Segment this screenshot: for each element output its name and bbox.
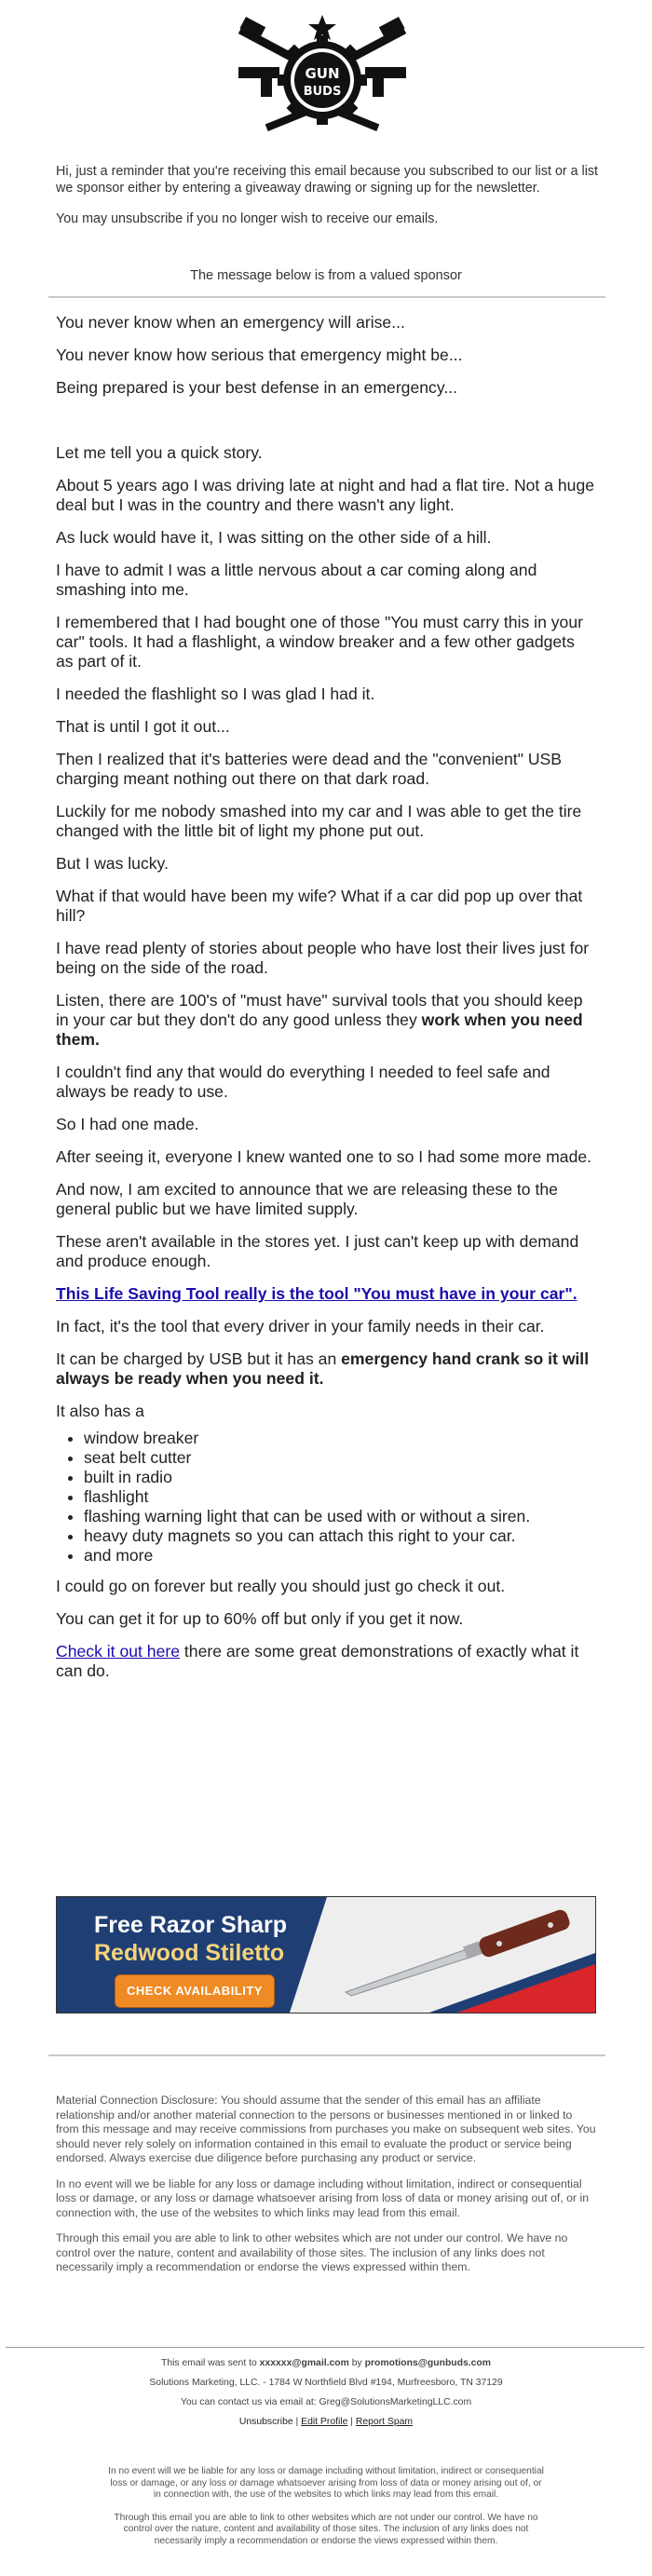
divider (48, 2054, 605, 2056)
recipient-email: xxxxxx@gmail.com (259, 2358, 349, 2368)
paragraph: About 5 years ago I was driving late at night and had a flat tire. Not a huge deal but I was in the country and there wasn't any light. (56, 476, 595, 514)
unsubscribe-link[interactable]: Unsubscribe (238, 2417, 293, 2427)
sent-to-line (0, 2358, 652, 2368)
paragraph: I have read plenty of stories about people who have lost their lives just for being on the side of the road. (56, 939, 590, 977)
legal-paragraph: Through this email you are able to link to other websites which are not under our control. We have no control over the nature, content and availability of those sites. The inclusion of any links does not necessarily imply a recommendation or endorse the views expressed within them. (114, 2512, 538, 2546)
subscription-reminder: Hi, just a reminder that you're receiving this email because you subscribed to our list or a list we sponsor either by entering a giveaway drawing or signing up for the newsletter. (56, 164, 599, 196)
paragraph: But I was lucky. (56, 854, 169, 873)
paragraph: That is until I got it out... (56, 717, 230, 736)
list-item: • built in radio (84, 1468, 596, 1487)
paragraph: I couldn't find any that would do everything I needed to feel safe and always be ready to use. (56, 1063, 550, 1101)
list-item: • flashlight (84, 1487, 596, 1507)
paragraph (56, 1284, 596, 1304)
check-it-out-link[interactable]: Check it out here (56, 1642, 181, 1661)
paragraph: And now, I am excited to announce that we are releasing these to the general public but we have limited supply. (56, 1180, 558, 1218)
header-logo-area (0, 9, 652, 140)
sponsor-note: The message below is from a valued sponsor (190, 268, 462, 283)
list-item: • window breaker (84, 1429, 596, 1448)
disclosure-paragraph: Through this email you are able to link to other websites which are not under our control. We have no control over the nature, content and availability of those sites. The inclusion of any links does not necessarily imply a recommendation or endorse the views expressed within them. (56, 2231, 568, 2273)
paragraph: Then I realized that it's batteries were dead and the "convenient" USB charging meant nothing out there on that dark road. (56, 750, 563, 788)
footer-links (0, 2417, 652, 2427)
contact-line: You can contact us via email at: Greg@SolutionsMarketingLLC.com (180, 2397, 472, 2407)
disclosure-paragraph: Material Connection Disclosure: You should assume that the sender of this email has an affiliate relationship and/or another material connection to the persons or businesses mentioned in or linked to from this message and may receive commissions from purchases you make on subsequent web sites. You should never rely solely on information contained in this email to evaluate the product or service being endorsed. Always exercise due diligence before purchasing any product or service. (56, 2094, 596, 2164)
logo-text-gun: GUN (305, 65, 340, 82)
check-availability-button[interactable]: CHECK AVAILABILITY (115, 1974, 275, 2008)
paragraph: In fact, it's the tool that every driver in your family needs in their car. (56, 1317, 545, 1335)
paragraph: I needed the flashlight so I was glad I had it. (56, 685, 375, 703)
paragraph: I remembered that I had bought one of those "You must carry this in your car" tools. It had a flashlight, a window breaker and a few other gadgets as part of it. (56, 613, 583, 671)
paragraph: It also has a (56, 1402, 144, 1420)
legal-paragraph: In no event will we be liable for any loss or damage including without limitation, indirect or consequential loss or damage, or any loss or damage whatsoever arising from loss of data or money arising out of, or in connection with, the use of the websites to which links may lead from this email. (108, 2466, 544, 2500)
paragraph: Being prepared is your best defense in an emergency... (56, 378, 457, 397)
paragraph-text: It can be charged by USB but it has an (56, 1349, 342, 1368)
company-address: Solutions Marketing, LLC. - 1784 W Northfield Blvd #194, Murfreesboro, TN 37129 (149, 2378, 503, 2388)
paragraph: I have to admit I was a little nervous about a car coming along and smashing into me. (56, 561, 537, 599)
paragraph: After seeing it, everyone I knew wanted one to so I had some more made. (56, 1147, 592, 1166)
divider (6, 2347, 645, 2348)
edit-profile-link[interactable]: Edit Profile (301, 2417, 348, 2427)
unsubscribe-note: You may unsubscribe if you no longer wish to receive our emails. (56, 211, 439, 226)
divider (48, 296, 605, 298)
paragraph: These aren't available in the stores yet. I just can't keep up with demand and produce enough. (56, 1232, 579, 1270)
separator: | (292, 2417, 302, 2427)
paragraph: You never know how serious that emergency might be... (56, 346, 463, 364)
disclosure-paragraph: In no event will we be liable for any loss or damage including without limitation, indirect or consequential loss or damage, or any loss or damage whatsoever arising from loss of data or money arising out of, or in connection with, the use of the websites to which links may lead from this email. (56, 2176, 590, 2219)
paragraph: Let me tell you a quick story. (56, 443, 263, 462)
sent-by: by (348, 2358, 365, 2368)
sponsor-message (56, 313, 596, 1694)
separator: | (347, 2417, 356, 2427)
paragraph (56, 1642, 596, 1681)
paragraph-text: there are some great demonstrations of exactly what it can do. (56, 1642, 579, 1680)
paragraph: So I had one made. (56, 1115, 199, 1133)
paragraph: Luckily for me nobody smashed into my car and I was able to get the tire changed with the little bit of light my phone put out. (56, 802, 582, 840)
feature-list (56, 1429, 596, 1566)
paragraph-text: Listen, there are 100's of "must have" survival tools that you should keep in your car but they don't do any good unless they (56, 991, 583, 1029)
emphasis-text: emergency hand crank so it will always be ready when you need it. (56, 1349, 590, 1388)
paragraph: I could go on forever but really you should just go check it out. (56, 1577, 506, 1595)
paragraph: What if that would have been my wife? What if a car did pop up over that hill? (56, 887, 583, 925)
intro-notice (56, 164, 605, 228)
email-footer (0, 2358, 652, 2436)
sent-prefix: This email was sent to (160, 2358, 260, 2368)
legal-notice (0, 2466, 652, 2558)
emphasis-text: work when you need them. (56, 1010, 583, 1049)
list-item: • seat belt cutter (84, 1448, 596, 1468)
paragraph: As luck would have it, I was sitting on the other side of a hill. (56, 528, 492, 547)
paragraph (56, 991, 596, 1050)
list-item: • and more (84, 1546, 596, 1566)
report-spam-link[interactable]: Report Spam (355, 2417, 414, 2427)
list-item: • flashing warning light that can be used with or without a siren. (84, 1507, 596, 1526)
material-disclosure (56, 2094, 598, 2286)
banner-headline: Free Razor Sharp (94, 1912, 288, 1938)
banner-subheadline: Redwood Stiletto (94, 1940, 285, 1966)
list-item: • heavy duty magnets so you can attach this right to your car. (84, 1526, 596, 1546)
stiletto-knife-icon (336, 1906, 588, 2000)
life-saving-tool-link[interactable]: This Life Saving Tool really is the tool "You must have in your car". (56, 1284, 577, 1303)
paragraph: You never know when an emergency will arise... (56, 313, 405, 332)
paragraph: You can get it for up to 60% off but only if you get it now. (56, 1609, 464, 1628)
stiletto-banner-ad[interactable] (56, 1896, 596, 2013)
paragraph (56, 1349, 596, 1389)
sender-email: promotions@gunbuds.com (364, 2358, 492, 2368)
logo-text-buds: BUDS (303, 85, 342, 99)
gun-buds-logo (237, 13, 408, 136)
